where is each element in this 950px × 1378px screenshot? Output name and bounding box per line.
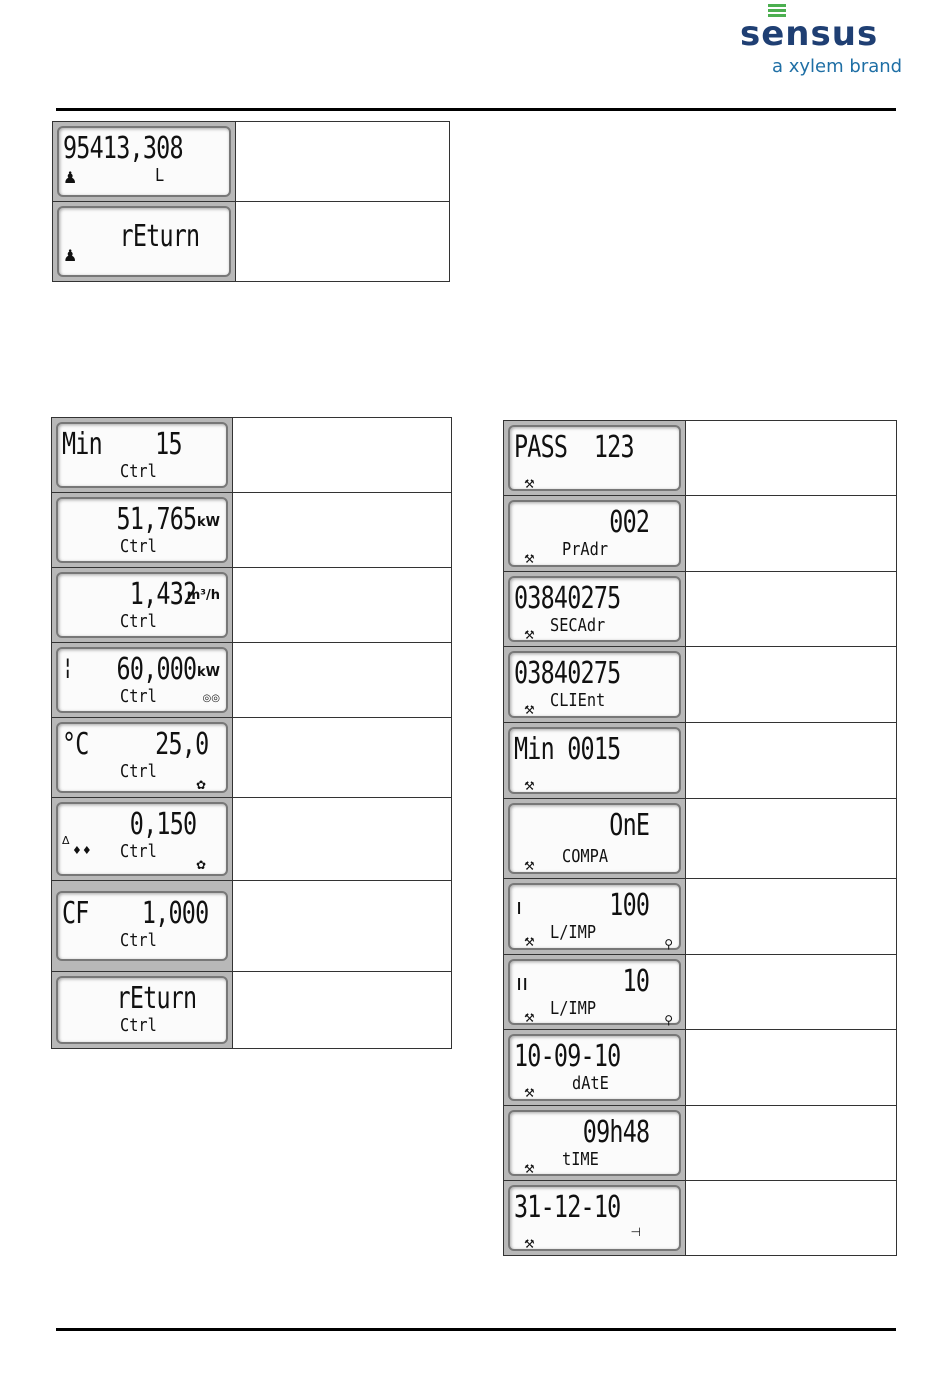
table-row <box>504 647 896 723</box>
lcd-sub-text: Ctrl <box>120 930 157 951</box>
lcd-main-text: 0,150 <box>129 807 196 842</box>
table-row <box>504 1030 896 1106</box>
lcd-sub-text: Ctrl <box>120 1015 157 1036</box>
description-cell <box>233 418 451 492</box>
table-row <box>504 421 896 496</box>
wrench-icon: ⚒ <box>524 779 535 793</box>
lcd-cell <box>52 643 233 717</box>
lcd-main-text: 95413,308 <box>63 131 183 166</box>
lcd-sub-text: Ctrl <box>120 841 157 862</box>
table-row <box>504 879 896 955</box>
tap-icon: ⚲ <box>664 937 673 951</box>
lcd-cell <box>504 879 686 954</box>
brand-name: sensus <box>740 14 879 54</box>
description-cell <box>233 798 451 880</box>
description-cell <box>686 421 896 495</box>
lcd-main-text: rEturn <box>119 219 199 254</box>
delta-icon: Δ <box>62 834 70 847</box>
lcd-cell <box>504 572 686 646</box>
lcd-sub-text: COMPA <box>562 846 609 867</box>
lcd-display <box>56 722 228 793</box>
description-cell <box>236 122 449 201</box>
lcd-display <box>508 727 681 794</box>
lcd-display <box>56 572 228 638</box>
lcd-cell <box>504 496 686 571</box>
lcd-sub-text: L/IMP <box>550 998 597 1019</box>
lcd-cell <box>504 421 686 495</box>
description-cell <box>686 799 896 878</box>
description-cell <box>233 718 451 797</box>
table-row <box>52 418 451 493</box>
lcd-cell <box>504 1181 686 1255</box>
description-cell <box>233 493 451 567</box>
description-cell <box>686 1106 896 1180</box>
unit-label: kW <box>197 665 220 680</box>
lcd-cell <box>52 881 233 971</box>
top-left-table <box>52 121 450 282</box>
table-row <box>504 723 896 799</box>
sensus-logo <box>728 0 908 84</box>
header-rule <box>56 108 896 111</box>
lcd-display <box>508 425 681 491</box>
lcd-cell <box>53 122 236 201</box>
person-icon: ♟ <box>63 246 78 265</box>
lcd-display <box>57 206 231 277</box>
lcd-display <box>56 497 228 563</box>
wrench-icon: ⚒ <box>524 628 535 642</box>
lcd-display <box>508 500 681 567</box>
lcd-display <box>508 959 681 1025</box>
wrench-icon: ⚒ <box>524 1162 535 1176</box>
lcd-cell <box>504 1106 686 1180</box>
table-row <box>52 493 451 568</box>
description-cell <box>686 1181 896 1255</box>
wrench-icon: ⚒ <box>524 935 535 949</box>
lcd-cell <box>52 493 233 567</box>
lcd-sub-text: Ctrl <box>120 611 157 632</box>
cycle-icon: ◎◎ <box>202 693 220 704</box>
lcd-sub-text: PrAdr <box>562 539 609 560</box>
table-row <box>52 798 451 881</box>
lcd-cell <box>504 955 686 1029</box>
lcd-display <box>508 576 681 642</box>
lcd-display <box>57 126 231 197</box>
lcd-cell <box>52 418 233 492</box>
table-row <box>504 496 896 572</box>
description-cell <box>233 881 451 971</box>
description-cell <box>233 972 451 1048</box>
table-row <box>52 881 451 972</box>
lcd-sub-text: CLIEnt <box>550 690 606 711</box>
lcd-main-text: 51,765 <box>116 502 196 537</box>
lcd-display <box>508 1034 681 1101</box>
lcd-cell <box>504 1030 686 1105</box>
lcd-display <box>56 891 228 961</box>
lcd-main-text: rEturn <box>116 981 196 1016</box>
table-row <box>504 1106 896 1181</box>
wrench-icon: ⚒ <box>524 552 535 566</box>
lcd-sub-text: Ctrl <box>120 461 157 482</box>
ctrl-table <box>51 417 452 1049</box>
lcd-cell <box>52 568 233 642</box>
lcd-display <box>508 1110 681 1176</box>
table-row <box>52 568 451 643</box>
description-cell <box>686 723 896 798</box>
lcd-display <box>56 976 228 1044</box>
lcd-main-text: PASS 123 <box>514 430 634 465</box>
table-row <box>504 572 896 647</box>
description-cell <box>236 202 449 281</box>
lcd-main-text: Min 15 <box>62 427 182 462</box>
lcd-cell <box>53 202 236 281</box>
lcd-main-text: 1,432 <box>129 577 196 612</box>
wrench-icon: ⚒ <box>524 859 535 873</box>
lcd-main-text: 60,000 <box>116 652 196 687</box>
lcd-main-text: 002 <box>609 505 649 540</box>
lcd-sub-text: L/IMP <box>550 922 597 943</box>
lcd-cell <box>52 718 233 797</box>
lcd-cell <box>504 647 686 722</box>
wrench-icon: ⚒ <box>524 477 535 491</box>
description-cell <box>686 572 896 646</box>
lcd-main-text: 09h48 <box>582 1115 649 1150</box>
table-row <box>53 202 449 281</box>
lcd-sub-text: tIME <box>562 1149 599 1170</box>
wrench-icon: ⚒ <box>524 1086 535 1100</box>
table-row <box>504 799 896 879</box>
lcd-display <box>56 647 228 713</box>
lcd-main-text: Min 0015 <box>514 732 621 767</box>
wrench-icon: ⚒ <box>524 1237 535 1251</box>
table-row <box>52 718 451 798</box>
lcd-main-text: 03840275 <box>514 581 621 616</box>
person-icon: ♟ <box>63 168 78 187</box>
lcd-main-text: 31-12-10 <box>514 1190 621 1225</box>
lcd-main-text: 10 <box>622 964 649 999</box>
lcd-display <box>56 422 228 488</box>
tariff-marker: ıı <box>516 971 529 996</box>
unit-label: kW <box>197 515 220 530</box>
footer-rule <box>56 1328 896 1331</box>
wrench-icon: ⚒ <box>524 703 535 717</box>
lcd-display <box>508 1185 681 1251</box>
lcd-sub-text: L <box>155 165 165 186</box>
table-row <box>52 972 451 1048</box>
unit-label: m³/h <box>186 588 220 603</box>
wrench-icon: ⚒ <box>524 1011 535 1025</box>
lcd-main-text: 10-09-10 <box>514 1039 621 1074</box>
lcd-display <box>508 883 681 950</box>
description-cell <box>233 643 451 717</box>
table-row <box>504 955 896 1030</box>
lcd-main-text: OnE <box>609 808 649 843</box>
gear-icon: ✿ <box>195 858 206 872</box>
description-cell <box>686 496 896 571</box>
lcd-display <box>508 803 681 874</box>
table-row <box>504 1181 896 1255</box>
description-cell <box>233 568 451 642</box>
lcd-main-text: 100 <box>609 888 649 923</box>
lcd-sub-text: Ctrl <box>120 536 157 557</box>
table-row <box>52 643 451 718</box>
lcd-cell <box>52 798 233 880</box>
lcd-cell <box>504 799 686 878</box>
lcd-main-text: 03840275 <box>514 656 621 691</box>
gear-icon: ✿ <box>195 778 206 792</box>
lcd-sub-text: SECAdr <box>550 615 606 636</box>
lcd-sub-text: Ctrl <box>120 686 157 707</box>
description-cell <box>686 1030 896 1105</box>
lcd-display <box>508 651 681 718</box>
lcd-cell <box>52 972 233 1048</box>
drops-icon: ♦♦ <box>72 844 92 857</box>
lcd-sub-text: dAtE <box>572 1073 609 1094</box>
lcd-main-text: CF 1,000 <box>62 896 209 931</box>
lcd-display <box>56 802 228 876</box>
table-row <box>53 122 449 202</box>
description-cell <box>686 955 896 1029</box>
description-cell <box>686 879 896 954</box>
tariff-marker: ¦ <box>64 655 72 680</box>
lcd-cell <box>504 723 686 798</box>
description-cell <box>686 647 896 722</box>
tap-icon: ⚲ <box>664 1013 673 1027</box>
lcd-sub-text: Ctrl <box>120 761 157 782</box>
brand-tagline: a xylem brand <box>772 56 903 77</box>
end-date-icon: ⊣ <box>630 1225 641 1239</box>
lcd-main-text: °C 25,0 <box>62 727 209 762</box>
tariff-marker: ı <box>516 895 523 920</box>
service-table <box>503 420 897 1256</box>
